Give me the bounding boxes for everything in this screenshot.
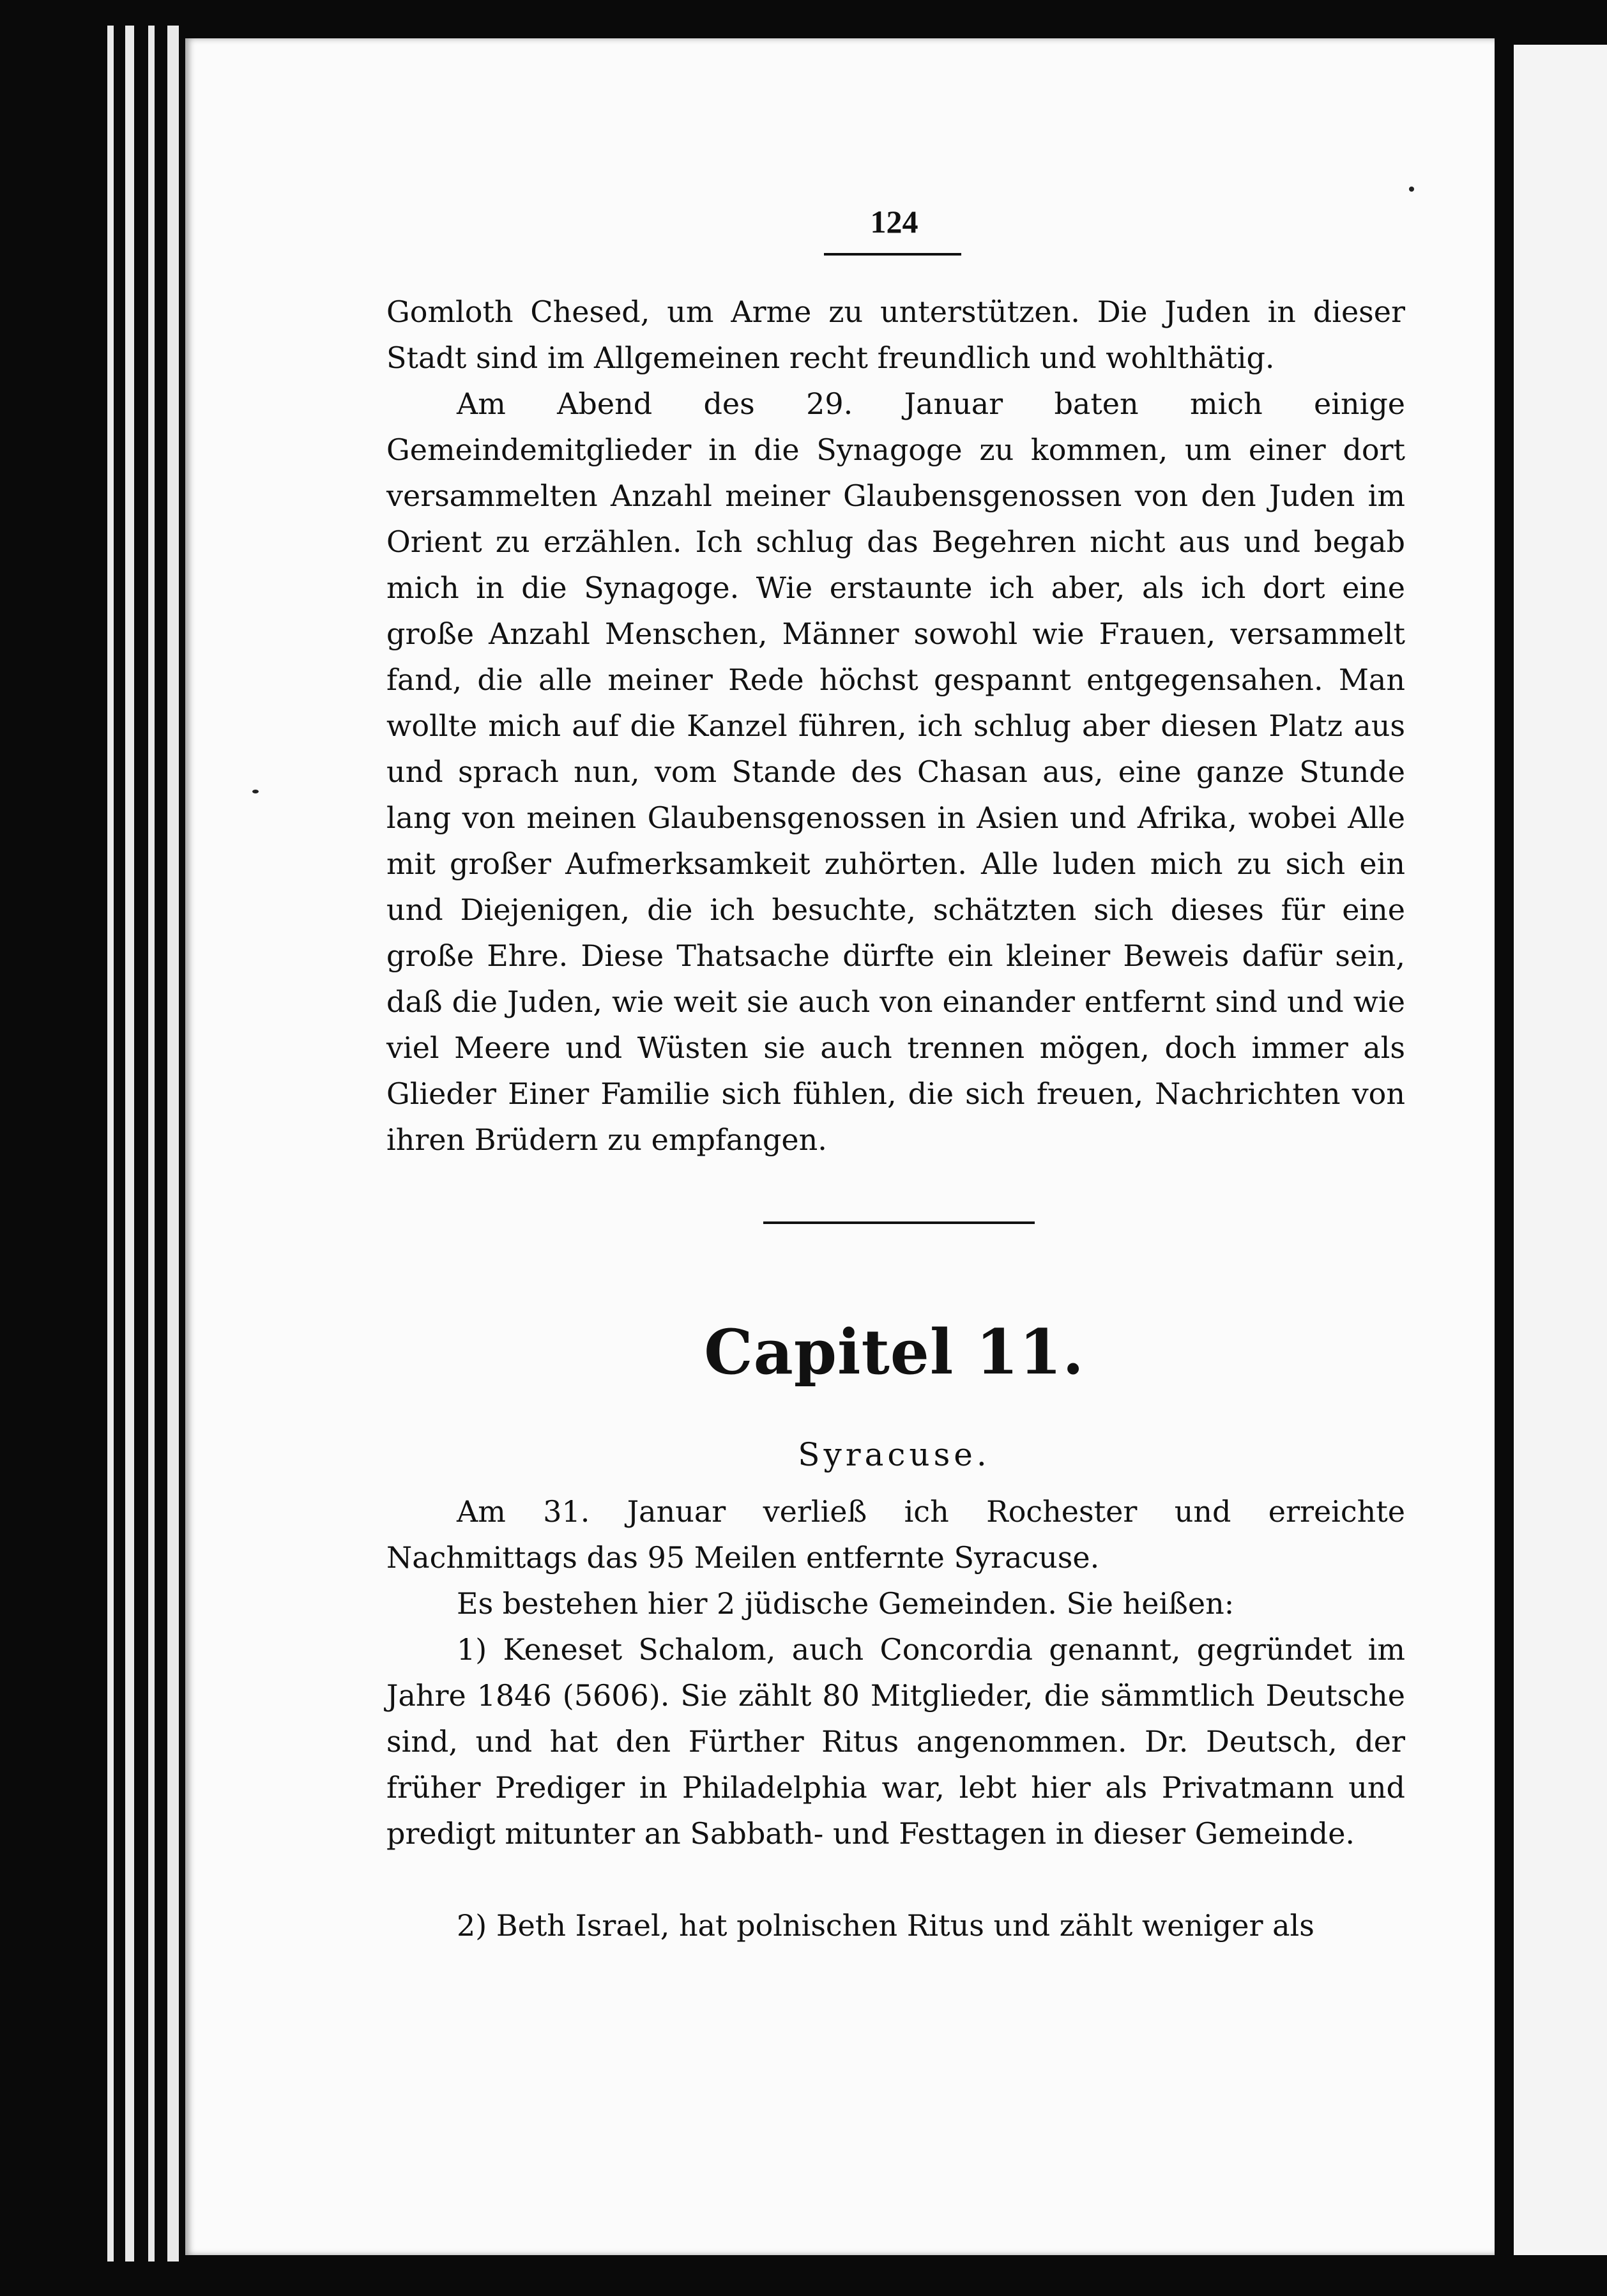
next-page-edge [1514, 45, 1607, 2255]
book-edge-strip [125, 26, 134, 2262]
book-edge-strip [167, 26, 179, 2262]
page-number-rule [824, 253, 961, 256]
chapter-subtitle: Syracuse. [798, 1436, 991, 1473]
scan-speck [252, 790, 259, 793]
paragraph-bottom-2: Es bestehen hier 2 jüdische Gemeinden. Sie heißen: [457, 1586, 1235, 1621]
paragraph-bottom-3: 1) Keneset Schalom, auch Concordia genannt, gegründet im Jahre 1846 (5606). Sie zählt 80 Mitglieder, die sämmtlich Deutsche sind, und hat den Fürther Ritus angenommen. Dr. Deutsch, der früher Prediger in Philadelphia war, lebt hier als Privatmann und predigt mitunter an Sabbath- und Festtagen in dieser Gemeinde. [386, 1632, 1405, 1851]
book-edge-strip [148, 26, 155, 2262]
paragraph-bottom-4: 2) Beth Israel, hat polnischen Ritus und zählt weniger als [457, 1908, 1314, 1943]
paragraph-top-2: Am Abend des 29. Januar baten mich einige Gemeindemitglieder in die Synagoge zu kommen, um einer dort versammelten Anzahl meiner Glaubensgenossen von den Juden im Orient zu erzählen. Ich schlug das Begehren nicht aus und begab mich in die Synagoge. Wie erstaunte ich aber, als ich dort eine große Anzahl Menschen, Männer sowohl wie Frauen, versammelt fand, die alle meiner Rede höchst gespannt entgegensahen. Man wollte mich auf die Kanzel führen, ich schlug aber diesen Platz aus und sprach nun, vom Stande des Chasan aus, eine ganze Stunde lang von meinen Glaubensgenossen in Asien und Afrika, wobei Alle mit großer Aufmerksamkeit zuhörten. Alle luden mich zu sich ein und Diejenigen, die ich besuchte, schätzten sich dieses für eine große Ehre. Diese Thatsache dürfte ein kleiner Beweis dafür sein, daß die Juden, wie weit sie auch von einander entfernt sind und wie viel Meere und Wüsten sie auch trennen mögen, doch immer als Glieder Einer Familie sich fühlen, die sich freuen, Nachrichten von ihren Brüdern zu empfangen. [386, 386, 1405, 1157]
chapter-title: Capitel 11. [704, 1316, 1085, 1388]
book-edge-strip [107, 26, 114, 2262]
section-divider [763, 1221, 1035, 1224]
scan-speck [1409, 187, 1414, 192]
paragraph-top-1: Gomloth Chesed, um Arme zu unterstützen. Die Juden in dieser Stadt sind im Allgemeinen recht freundlich und wohlthätig. [386, 295, 1405, 375]
paragraph-bottom-1: Am 31. Januar verließ ich Rochester und erreichte Nachmittags das 95 Meilen entfernte Syracuse. [386, 1494, 1405, 1575]
page-number: 124 [870, 204, 918, 240]
